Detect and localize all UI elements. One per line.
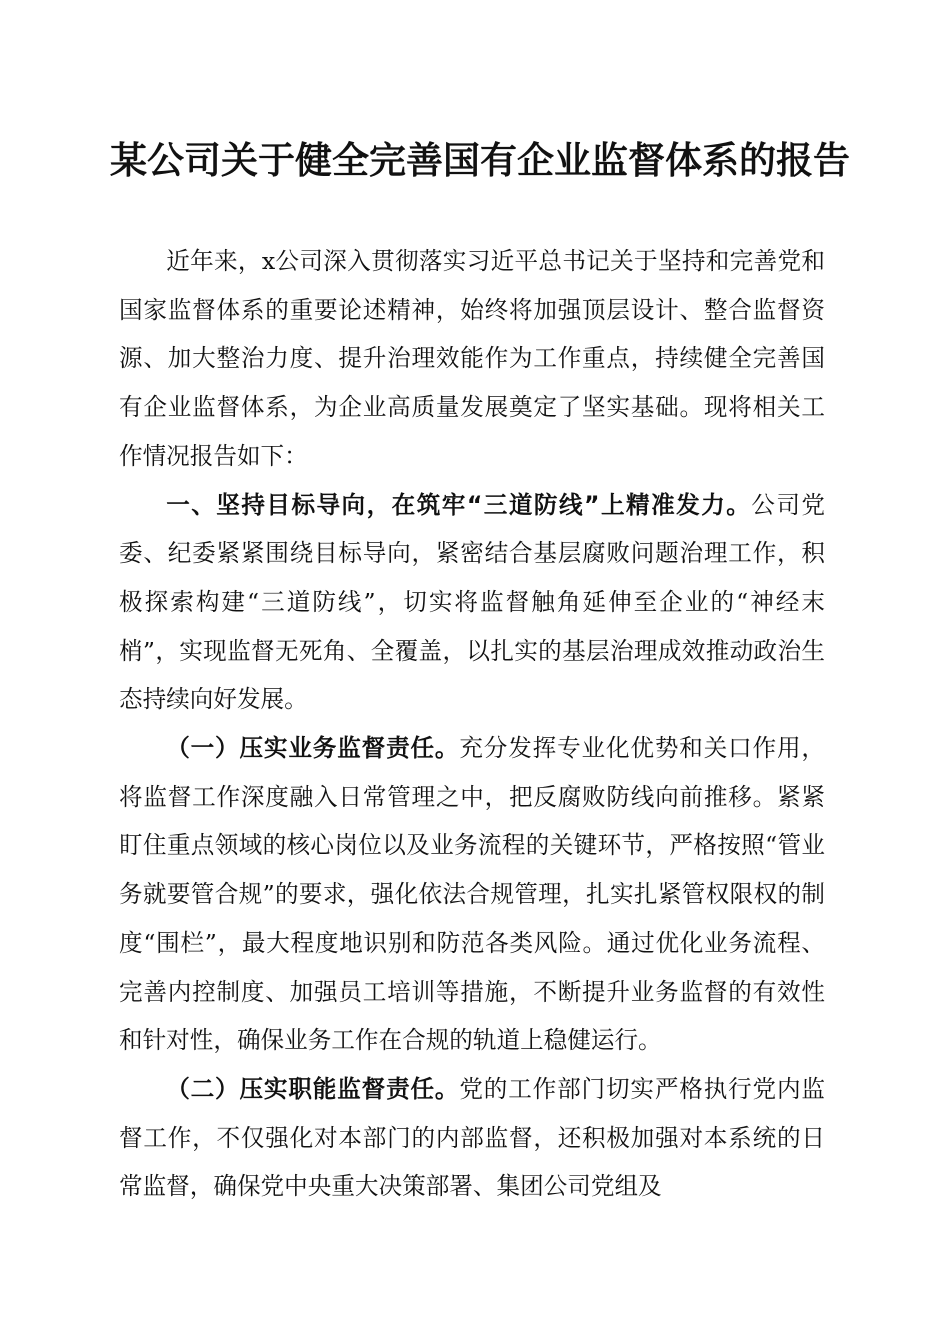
subsection-2-heading: （二）压实职能监督责任。 <box>166 1074 460 1103</box>
document-title: 某公司关于健全完善国有企业监督体系的报告 <box>110 138 850 182</box>
subsection-1-paragraph <box>119 724 825 1065</box>
subsection-2-text: 党的工作部门切实严格执行党内监督工作，不仅强化对本部门的内部监督，还积极加强对本系统的日常监督，确保党中央重大决策部署、集团公司党组及 <box>119 1074 826 1201</box>
document-body <box>119 237 825 1211</box>
subsection-1-text: 充分发挥专业化优势和关口作用，将监督工作深度融入日常管理之中，把反腐败防线向前推移。紧紧盯住重点领域的核心岗位以及业务流程的关键环节，严格按照“管业务就要管合规”的要求，强化依法合规管理，扎实扎紧管权限权的制度“围栏”，最大程度地识别和防范各类风险。通过优化业务流程、完善内控制度、加强员工培训等措施，不断提升业务监督的有效性和针对性，确保业务工作在合规的轨道上稳健运行。 <box>119 734 826 1055</box>
section-1-heading: 一、坚持目标导向，在筑牢“三道防线”上精准发力。 <box>166 490 752 519</box>
intro-paragraph: 近年来，x公司深入贯彻落实习近平总书记关于坚持和完善党和国家监督体系的重要论述精神，始终将加强顶层设计、整合监督资源、加大整治力度、提升治理效能作为工作重点，持续健全完善国有企业监督体系，为企业高质量发展奠定了坚实基础。现将相关工作情况报告如下： <box>119 247 825 470</box>
subsection-1-heading: （一）压实业务监督责任。 <box>166 734 460 763</box>
section-1-paragraph <box>119 481 825 725</box>
subsection-2-paragraph <box>119 1065 825 1211</box>
section-1-text: 公司党委、纪委紧紧围绕目标导向，紧密结合基层腐败问题治理工作，积极探索构建“三道防线”，切实将监督触角延伸至企业的“神经末梢”，实现监督无死角、全覆盖，以扎实的基层治理成效推动政治生态持续向好发展。 <box>119 490 825 714</box>
